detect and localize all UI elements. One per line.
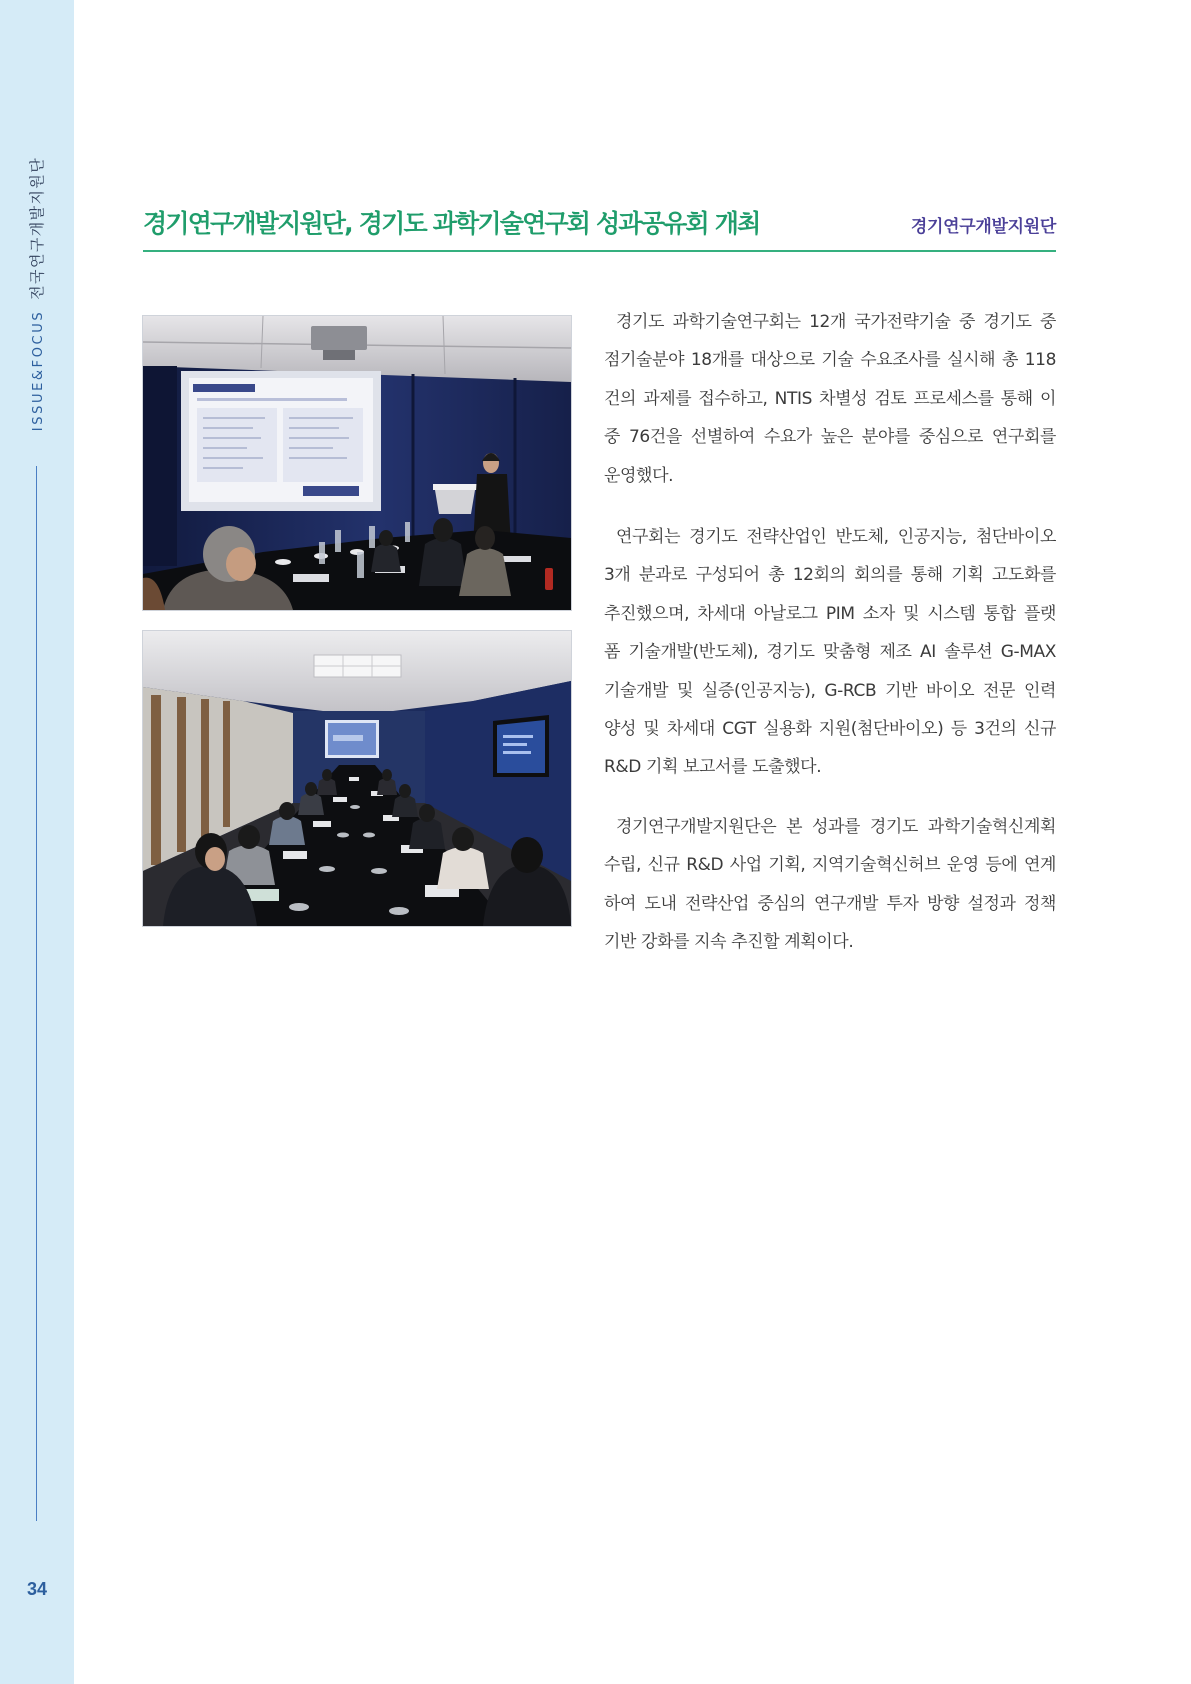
body-line: 추진했으며, 차세대 아날로그 PIM 소자 및 시스템 통합 플랫	[604, 603, 1056, 624]
body-line: 수립, 신규 R&D 사업 기획, 지역기술혁신허브 운영 등에 연계	[604, 855, 1056, 876]
body-line: 폼 기술개발(반도체), 경기도 맞춤형 제조 AI 솔루션 G-MAX	[604, 642, 1056, 663]
article-title: 경기연구개발지원단, 경기도 과학기술연구회 성과공유회 개최	[143, 209, 760, 238]
section-label: ISSUE&FOCUS	[31, 309, 46, 432]
body-line: 운영했다.	[604, 465, 674, 486]
meeting-photo-conference	[143, 631, 571, 926]
body-line: R&D 기획 보고서를 도출했다.	[604, 757, 822, 778]
body-line: 기술개발 및 실증(인공지능), G-RCB 기반 바이오 전문 인력	[604, 680, 1056, 701]
body-line: 양성 및 차세대 CGT 실용화 지원(첨단바이오) 등 3건의 신규	[604, 718, 1056, 739]
body-line: 하여 도내 전략산업 중심의 연구개발 투자 방향 설정과 정책	[604, 893, 1056, 914]
paragraph-1	[604, 303, 1056, 495]
body-line: 3개 분과로 구성되어 총 12회의 회의를 통해 기획 고도화를	[604, 565, 1056, 586]
body-line: 중 76건을 선별하여 수요가 높은 분야를 중심으로 연구회를	[604, 427, 1056, 448]
body-line: 점기술분야 18개를 대상으로 기술 수요조사를 실시해 총 118	[604, 350, 1056, 371]
body-line: 기반 강화를 지속 추진할 계획이다.	[604, 932, 854, 953]
body-line: 연구회는 경기도 전략산업인 반도체, 인공지능, 첨단바이오	[616, 527, 1056, 547]
sidebar-divider	[36, 466, 37, 1521]
sidebar	[0, 0, 74, 1684]
body-line: 경기연구개발지원단은 본 성과를 경기도 과학기술혁신계획	[616, 817, 1056, 837]
org-label: 전국연구개발지원단	[28, 156, 46, 300]
paragraph-3	[604, 808, 1056, 962]
title-divider	[143, 250, 1056, 252]
sidebar-vertical-label	[26, 134, 48, 454]
body-line: 건의 과제를 접수하고, NTIS 차별성 검토 프로세스를 통해 이	[604, 388, 1056, 409]
meeting-photo-presentation	[143, 316, 571, 610]
body-line: 경기도 과학기술연구회는 12개 국가전략기술 중 경기도 중	[616, 312, 1056, 332]
page-number: 34	[26, 1579, 48, 1599]
article-source: 경기연구개발지원단	[910, 217, 1056, 237]
paragraph-2	[604, 518, 1056, 787]
